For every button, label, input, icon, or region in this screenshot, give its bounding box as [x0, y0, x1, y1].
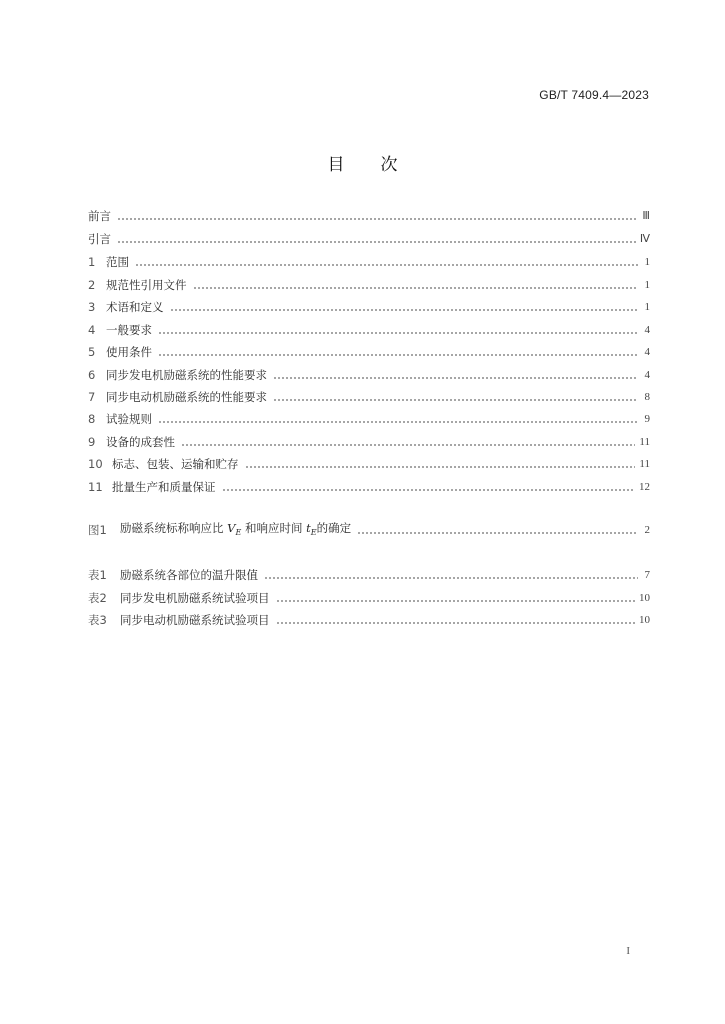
- toc-entry-page: Ⅲ: [642, 210, 650, 222]
- figure-label-pre: 励磁系统标称响应比: [120, 521, 224, 535]
- table-entry-label: 同步电动机励磁系统试验项目: [120, 613, 270, 627]
- dot-leader: [222, 488, 636, 492]
- toc-entry-4[interactable]: [88, 322, 650, 338]
- toc-entry-page: 1: [644, 301, 650, 313]
- toc-entry-page: 4: [644, 324, 650, 336]
- table-entry-label: 同步发电机励磁系统试验项目: [120, 591, 270, 605]
- toc-entry-label: 同步发电机励磁系统的性能要求: [106, 368, 267, 382]
- toc-entry-page: 11: [639, 458, 650, 470]
- figure-entry-number: 图1: [88, 523, 107, 537]
- toc-entry-page: 1: [644, 279, 650, 291]
- dot-leader: [181, 443, 635, 447]
- toc-entry-label: 术语和定义: [106, 300, 164, 314]
- toc-entry-page: 8: [644, 391, 650, 403]
- toc-entry-page: 4: [644, 346, 650, 358]
- table-entry-2[interactable]: [88, 590, 650, 606]
- dot-leader: [276, 621, 636, 625]
- table-entry-page: 10: [639, 614, 650, 626]
- toc-entry-label: 标志、包装、运输和贮存: [112, 457, 239, 471]
- dot-leader: [273, 398, 638, 402]
- table-entry-1[interactable]: [88, 567, 650, 583]
- toc-entry-3[interactable]: [88, 299, 650, 315]
- figure-label-mid: 和响应时间: [244, 521, 303, 535]
- toc-entry-number: 9: [88, 435, 96, 449]
- dot-leader: [135, 263, 638, 267]
- toc-entry-number: 11: [88, 480, 103, 494]
- table-entry-page: 7: [644, 569, 650, 581]
- toc-entry-page: 9: [644, 413, 650, 425]
- toc-entry-number: 4: [88, 323, 96, 337]
- toc-entry-label: 试验规则: [106, 412, 152, 426]
- table-entry-number: 表1: [88, 568, 107, 582]
- toc-entry-label: 前言: [88, 209, 111, 223]
- toc-entry-label: 规范性引用文件: [106, 278, 187, 292]
- table-entry-page: 10: [639, 592, 650, 604]
- symbol-ve: $V_E$: [227, 521, 242, 537]
- toc-entry-page: 11: [639, 436, 650, 448]
- toc-entry-number: 6: [88, 368, 96, 382]
- toc-entry-page: Ⅳ: [639, 233, 650, 245]
- standard-code: GB/T 7409.4—2023: [539, 88, 649, 102]
- toc-entry-label: 引言: [88, 232, 111, 246]
- toc-entry-10[interactable]: [88, 456, 650, 472]
- toc-entry-number: 7: [88, 390, 96, 404]
- dot-leader: [158, 353, 638, 357]
- toc-entry-number: 5: [88, 345, 96, 359]
- toc-entry-8[interactable]: [88, 411, 650, 427]
- toc-entry-number: 8: [88, 412, 96, 426]
- toc-entry-label: 使用条件: [106, 345, 152, 359]
- toc-entry-foreword[interactable]: [88, 208, 650, 224]
- dot-leader: [158, 420, 638, 424]
- toc-entry-number: 1: [88, 255, 96, 269]
- toc-entry-label: 一般要求: [106, 323, 152, 337]
- page-number: I: [626, 945, 630, 957]
- toc-entry-page: 12: [639, 481, 650, 493]
- toc-entry-1[interactable]: [88, 254, 650, 270]
- toc-entry-11[interactable]: [88, 479, 650, 495]
- toc-entry-label: 同步电动机励磁系统的性能要求: [106, 390, 267, 404]
- table-entry-3[interactable]: [88, 612, 650, 628]
- toc-entry-label: 批量生产和质量保证: [112, 480, 216, 494]
- toc-title-char-1: 目: [327, 155, 345, 175]
- toc-entry-2[interactable]: [88, 277, 650, 293]
- table-entry-number: 表3: [88, 613, 107, 627]
- toc-entry-page: 1: [644, 256, 650, 268]
- dot-leader: [170, 308, 639, 312]
- figure-label-post: 的确定: [316, 521, 352, 535]
- toc-entry-label: 设备的成套性: [106, 435, 175, 449]
- toc-entry-introduction[interactable]: [88, 231, 650, 247]
- dot-leader: [193, 286, 639, 290]
- dot-leader: [357, 531, 638, 535]
- toc-entry-6[interactable]: [88, 367, 650, 383]
- toc-entry-7[interactable]: [88, 389, 650, 405]
- table-entry-number: 表2: [88, 591, 107, 605]
- figure-entry-page: 2: [644, 524, 650, 536]
- toc-entry-number: 2: [88, 278, 96, 292]
- dot-leader: [117, 217, 638, 221]
- toc-title-char-2: 次: [380, 155, 398, 175]
- toc-entry-5[interactable]: [88, 344, 650, 360]
- toc-entry-label: 范围: [106, 255, 129, 269]
- dot-leader: [276, 599, 636, 603]
- toc-entry-page: 4: [644, 369, 650, 381]
- figure-entry-1[interactable]: [88, 522, 650, 538]
- dot-leader: [117, 240, 636, 244]
- toc-title: [0, 150, 725, 175]
- dot-leader: [273, 376, 638, 380]
- table-entry-label: 励磁系统各部位的温升限值: [120, 568, 258, 582]
- symbol-te: $t_E$: [306, 521, 317, 537]
- toc-entry-number: 3: [88, 300, 96, 314]
- toc-entry-9[interactable]: [88, 434, 650, 450]
- dot-leader: [158, 331, 638, 335]
- dot-leader: [264, 576, 638, 580]
- dot-leader: [245, 465, 636, 469]
- figure-entry-label: [120, 520, 351, 538]
- toc-entry-number: 10: [88, 457, 103, 471]
